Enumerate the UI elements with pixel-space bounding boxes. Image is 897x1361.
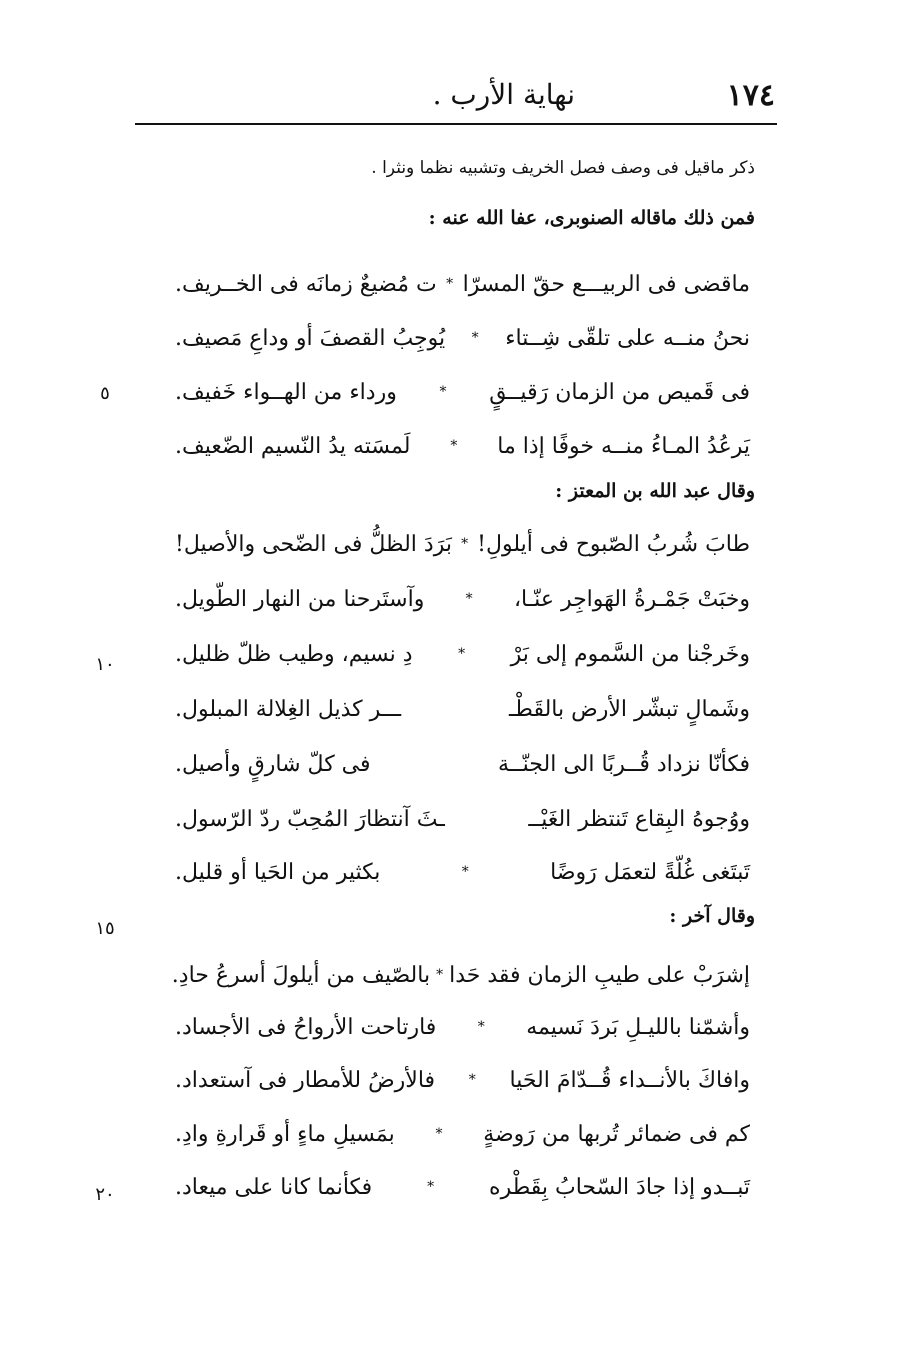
verse-line	[175, 634, 750, 674]
first-hemistich: ماقضى فى الربيـــع حقّ المسرّا	[462, 271, 750, 297]
page-header	[135, 78, 775, 122]
verse-line	[175, 1060, 750, 1100]
first-hemistich: ووُجوهُ البِقاع تَنتظر الغَيْــ	[528, 806, 750, 832]
first-hemistich: وأشمّنا بالليـلِ بَردَ نَسيمه	[526, 1014, 750, 1040]
first-hemistich: وخَرجْنا من السَّموم إلى بَرْ	[510, 641, 750, 667]
second-hemistich: بكثير من الحَيا أو قليل.	[175, 859, 381, 885]
second-hemistich: بمَسيلِ ماءٍ أو قَرارةِ وادِ.	[175, 1121, 395, 1147]
verse-line	[175, 579, 750, 619]
second-hemistich: فارتاحت الأرواحُ فى الأجساد.	[175, 1014, 437, 1040]
first-hemistich: وافاكَ بالأنــداء قُــدّامَ الحَيا	[509, 1067, 750, 1093]
second-hemistich: فكأنما كانا على ميعاد.	[175, 1174, 373, 1200]
first-hemistich: طابَ شُربُ الصّبوح فى أيلولِ!	[477, 531, 750, 557]
first-hemistich: تَبــدو إذا جادَ السّحابُ بِقَطْره	[489, 1174, 750, 1200]
poem-intro: وقال آخر :	[669, 905, 755, 927]
running-title: نهاية الأرب .	[432, 78, 575, 111]
second-hemistich: لَمسَته يدُ النّسيم الضّعيف.	[175, 433, 411, 459]
verse-line	[175, 372, 750, 412]
second-hemistich: ت مُضيعٌ زمانَه فى الخــريف.	[175, 271, 437, 297]
verse-separator: *	[465, 591, 473, 607]
verse-line	[175, 318, 750, 358]
margin-line-number: ١٥	[95, 918, 115, 939]
first-hemistich: وخبَتْ جَمْـرةُ الهَواجِر عنّـا،	[513, 586, 750, 612]
verse-line	[171, 955, 750, 995]
second-hemistich: فالأرضُ للأمطار فى آستعداد.	[175, 1067, 436, 1093]
verse-separator: *	[436, 967, 444, 983]
verse-line	[175, 264, 750, 304]
second-hemistich: دِ نسيم، وطيب ظلّ ظليل.	[175, 641, 413, 667]
second-hemistich: ورداء من الهــواء خَفيف.	[175, 379, 397, 405]
verse-line	[175, 744, 750, 784]
first-hemistich: فكأنّا نزداد قُــربًا الى الجنّــة	[497, 751, 750, 777]
first-hemistich: فى قَميص من الزمان رَقيــقٍ	[489, 379, 750, 405]
first-hemistich: كم فى ضمائر تُربها من رَوضةٍ	[483, 1121, 750, 1147]
verse-line	[175, 524, 750, 564]
verse-separator: *	[439, 384, 447, 400]
verse-line	[175, 852, 750, 892]
verse-separator: *	[446, 276, 454, 292]
verse-line	[175, 1167, 750, 1207]
verse-separator: *	[468, 1072, 476, 1088]
verse-separator: *	[427, 1179, 435, 1195]
header-rule	[135, 123, 777, 125]
first-hemistich: تَبتَغى غُلّةً لتعمَل رَوضًا	[550, 859, 750, 885]
second-hemistich: وآستَرحنا من النهار الطّويل.	[175, 586, 425, 612]
first-hemistich: إشرَبْ على طيبِ الزمان فقد حَدا	[449, 962, 750, 988]
verse-separator: *	[450, 438, 458, 454]
verse-separator: *	[471, 330, 479, 346]
second-hemistich: ـثَ آنتظارَ المُحِبّ ردّ الرّسول.	[175, 806, 445, 832]
section-title: ذكر ماقيل فى وصف فصل الخريف وتشبيه نظما ونثرا .	[371, 158, 755, 178]
verse-line	[175, 1114, 750, 1154]
verse-separator: *	[435, 1126, 443, 1142]
poem-intro: وقال عبد الله بن المعتز :	[555, 480, 755, 502]
verse-separator: *	[458, 646, 466, 662]
verse-line	[175, 1007, 750, 1047]
second-hemistich: ـــر كذيل الغِلالة المبلول.	[175, 696, 402, 722]
second-hemistich: بالصّيف من أيلولَ أسرعُ حادِ.	[171, 962, 431, 988]
margin-line-number: ٥	[100, 383, 110, 404]
verse-separator: *	[461, 864, 469, 880]
first-hemistich: نحنُ منــه على تلقّى شِــتاء	[505, 325, 750, 351]
verse-separator: *	[461, 536, 469, 552]
second-hemistich: يُوجِبُ القصفَ أو وداعِ مَصيف.	[175, 325, 446, 351]
first-hemistich: وشَمالٍ تبشّر الأرض بالقَطْـ	[508, 696, 750, 722]
first-hemistich: يَرعُدُ المـاءُ منــه خوفًا إذا ما	[497, 433, 750, 459]
poem-intro: فمن ذلك ماقاله الصنوبرى، عفا الله عنه :	[428, 207, 755, 229]
margin-line-number: ١٠	[95, 654, 115, 675]
verse-line	[175, 799, 750, 839]
margin-line-number: ٢٠	[95, 1184, 115, 1205]
second-hemistich: بَرَدَ الظلُّ فى الضّحى والأصيل!	[175, 531, 452, 557]
second-hemistich: فى كلّ شارقٍ وأصيل.	[175, 751, 371, 777]
verse-line	[175, 426, 750, 466]
verse-separator: *	[477, 1019, 485, 1035]
verse-line	[175, 689, 750, 729]
page-number: ١٧٤	[726, 78, 775, 113]
